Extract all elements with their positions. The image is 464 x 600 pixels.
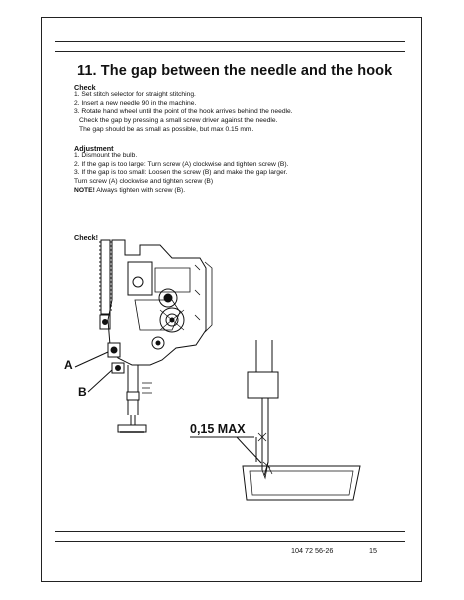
adjustment-step: Turn screw (A) clockwise and tighten screw (B): [74, 178, 214, 186]
adjustment-heading: Adjustment: [74, 144, 114, 153]
note-label: NOTE!: [74, 186, 95, 194]
adjustment-step: 1. Dismount the bulb.: [74, 152, 138, 159]
gear-rack: [99, 240, 112, 314]
check-label: Check!: [74, 233, 98, 242]
check-step: 3. Rotate hand wheel until the point of the hook arrives behind the needle.: [74, 108, 293, 116]
document-number: 104 72 56-26: [291, 546, 334, 555]
check-heading: Check: [74, 83, 96, 92]
label-b: B: [78, 385, 87, 399]
adjusting-screws: [100, 315, 124, 373]
check-step: 2. Insert a new needle 90 in the machine.: [74, 99, 197, 107]
check-step: 1. Set stitch selector for straight stitching.: [74, 91, 196, 98]
gap-detail: [243, 340, 360, 500]
adjustment-step: 2. If the gap is too large: Turn screw (A) clockwise and tighten screw (B).: [74, 160, 289, 168]
check-step: Check the gap by pressing a small screw driver against the needle.: [79, 117, 278, 125]
page-number: 15: [369, 546, 377, 555]
adjustment-step: 3. If the gap is too small: Loosen the screw (B) and make the gap larger.: [74, 169, 288, 177]
page-title: 11. The gap between the needle and the hook: [77, 63, 393, 79]
check-step: The gap should be as small as possible, but max 0.15 mm.: [79, 125, 254, 133]
needle-assembly: [118, 365, 152, 432]
leader-line-a: [75, 352, 108, 367]
needle-bar-detail: [256, 340, 272, 372]
note-text: Always tighten with screw (B).: [94, 186, 186, 194]
leader-line-b: [88, 370, 112, 392]
footer-rule-2: [55, 541, 405, 542]
needle-clamp: [248, 372, 278, 398]
label-a: A: [64, 358, 73, 372]
footer-rule-1: [55, 531, 405, 532]
gear-wheels: [133, 277, 184, 349]
gap-measure-label: 0,15 MAX: [190, 422, 246, 436]
gap-dimension: [190, 433, 270, 468]
needle: [262, 398, 268, 476]
